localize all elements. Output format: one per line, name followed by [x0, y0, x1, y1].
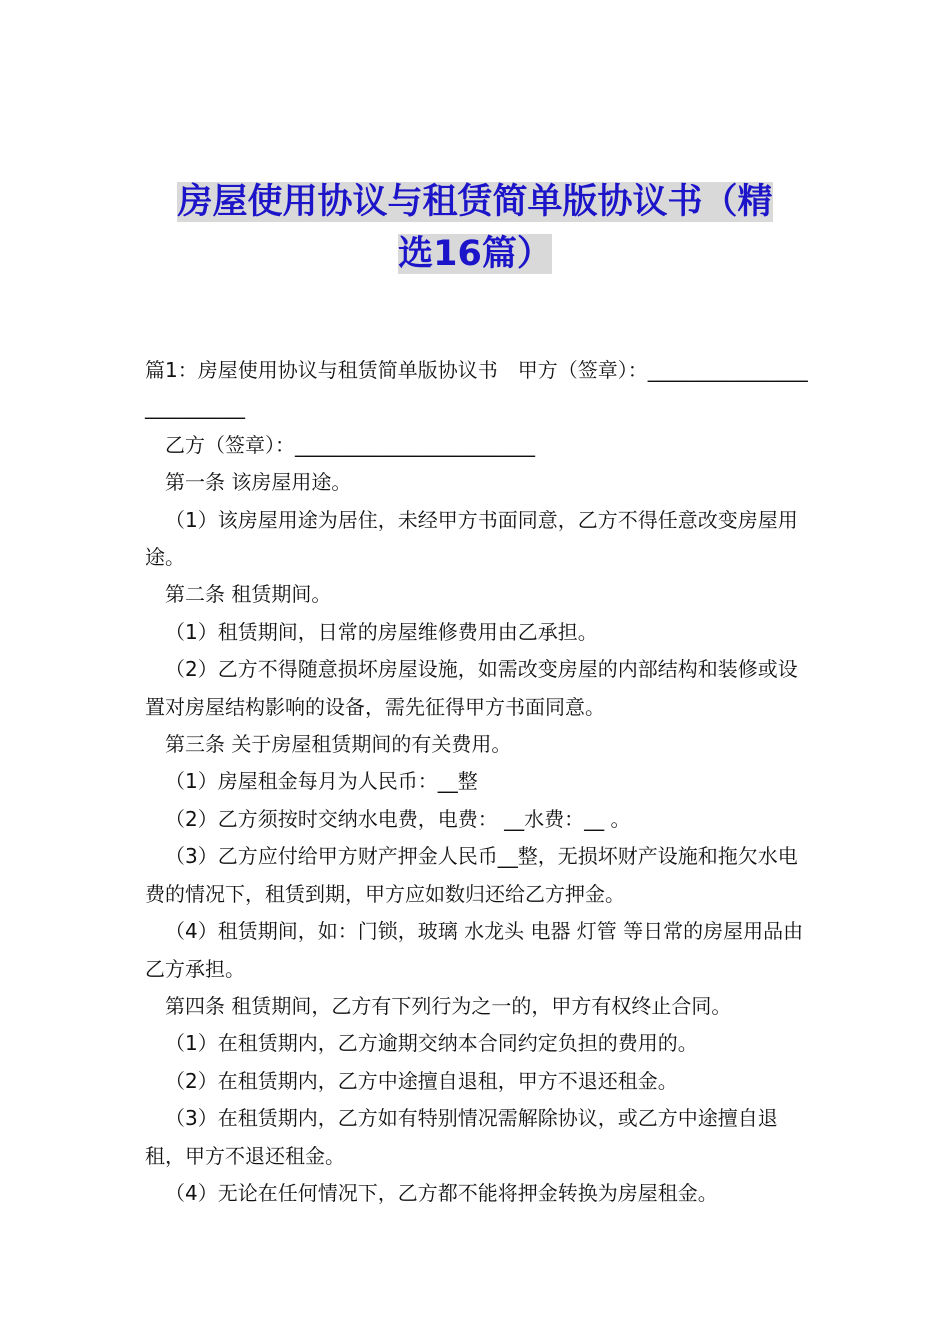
- document-title: [145, 176, 805, 280]
- article-2-heading: 第二条 租赁期间。: [165, 582, 332, 607]
- document-body: [145, 352, 810, 1212]
- title-line-2: 选16篇）: [398, 234, 552, 274]
- article-3-item-1: （1）房屋租金每月为人民币：__整: [165, 769, 478, 794]
- article-4-item-4: （4）无论在任何情况下，乙方都不能将押金转换为房屋租金。: [165, 1180, 718, 1205]
- article-4-heading: 第四条 租赁期间，乙方有下列行为之一的，甲方有权终止合同。: [165, 993, 732, 1018]
- article-2-item-1: （1）租赁期间，日常的房屋维修费用由乙承担。: [165, 619, 598, 644]
- article-3-item-4: （4）租赁期间，如：门锁，玻璃 水龙头 电器 灯管 等日常的房屋用品由乙方承担。: [145, 919, 804, 981]
- article-3-item-3: （3）乙方应付给甲方财产押金人民币__整，无损坏财产设施和拖欠水电费的情况下，租赁到期，甲方应如数归还给乙方押金。: [145, 844, 798, 906]
- article-2-item-2: （2）乙方不得随意损坏房屋设施，如需改变房屋的内部结构和装修或设置对房屋结构影响的设备，需先征得甲方书面同意。: [145, 657, 798, 719]
- paragraph-header: 篇1：房屋使用协议与租赁简单版协议书 甲方（签章）：__________________________: [145, 358, 808, 420]
- article-4-item-3: （3）在租赁期内，乙方如有特别情况需解除协议，或乙方中途擅自退租，甲方不退还租金。: [145, 1106, 778, 1168]
- title-line-1: 房屋使用协议与租赁简单版协议书（精: [177, 182, 773, 222]
- article-3-heading: 第三条 关于房屋租赁期间的有关费用。: [165, 732, 512, 757]
- article-3-item-2: （2）乙方须按时交纳水电费，电费： __水费：__ 。: [165, 806, 631, 831]
- article-4-item-1: （1）在租赁期内，乙方逾期交纳本合同约定负担的费用的。: [165, 1031, 698, 1056]
- paragraph-party-b: 乙方（签章）：________________________: [165, 432, 535, 457]
- article-4-item-2: （2）在租赁期内，乙方中途擅自退租，甲方不退还租金。: [165, 1068, 678, 1093]
- article-1-item-1: （1）该房屋用途为居住，未经甲方书面同意，乙方不得任意改变房屋用途。: [145, 507, 798, 570]
- article-1-heading: 第一条 该房屋用途。: [165, 470, 352, 495]
